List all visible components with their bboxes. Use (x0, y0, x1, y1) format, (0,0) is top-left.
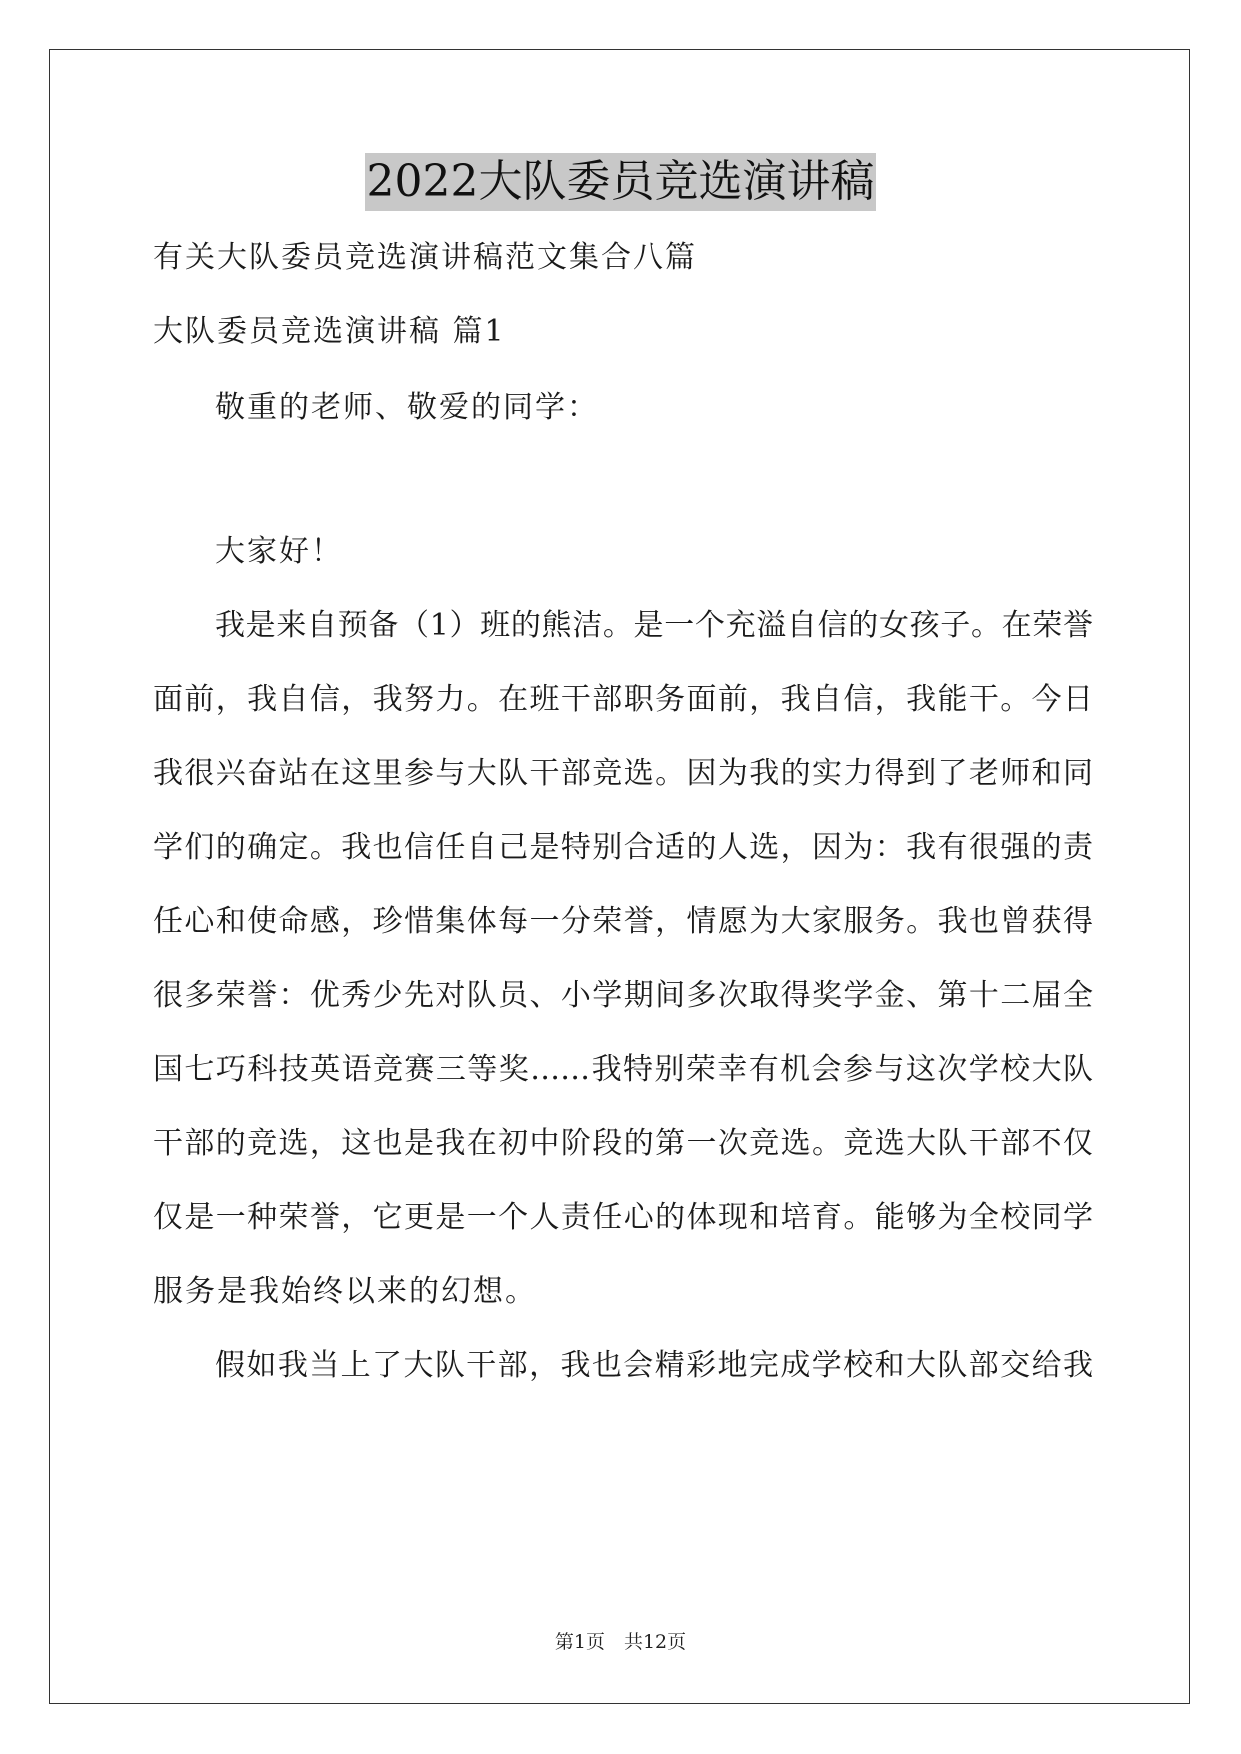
page-border (49, 49, 1190, 1704)
body-line: 国七巧科技英语竞赛三等奖……我特别荣幸有机会参与这次学校大队 (153, 1052, 1093, 1087)
subtitle: 有关大队委员竞选演讲稿范文集合八篇 (153, 240, 697, 275)
body-line: 服务是我始终以来的幻想。 (153, 1274, 537, 1309)
greeting: 敬重的老师、敬爱的同学： (215, 390, 599, 425)
page-number: 第1页 共12页 (554, 1631, 687, 1653)
body-line: 我很兴奋站在这里参与大队干部竞选。因为我的实力得到了老师和同 (153, 756, 1093, 791)
body-line: 干部的竞选，这也是我在初中阶段的第一次竞选。竞选大队干部不仅 (153, 1126, 1093, 1161)
body-line: 仅是一种荣誉，它更是一个人责任心的体现和培育。能够为全校同学 (153, 1200, 1093, 1235)
body-line: 很多荣誉：优秀少先对队员、小学期间多次取得奖学金、第十二届全 (153, 978, 1093, 1013)
title-container (0, 153, 1241, 211)
body-line: 学们的确定。我也信任自己是特别合适的人选，因为：我有很强的责 (153, 830, 1093, 865)
body-line: 任心和使命感，珍惜集体每一分荣誉，情愿为大家服务。我也曾获得 (153, 904, 1093, 939)
document-title: 2022大队委员竞选演讲稿 (365, 153, 877, 211)
hello-line: 大家好！ (215, 534, 343, 569)
body-line-last: 假如我当上了大队干部，我也会精彩地完成学校和大队部交给我 (215, 1348, 1093, 1383)
body-line: 我是来自预备（1）班的熊洁。是一个充溢自信的女孩子。在荣誉 (215, 608, 1093, 643)
body-line: 面前，我自信，我努力。在班干部职务面前，我自信，我能干。今日 (153, 682, 1093, 717)
section-heading: 大队委员竞选演讲稿 篇1 (153, 314, 506, 349)
